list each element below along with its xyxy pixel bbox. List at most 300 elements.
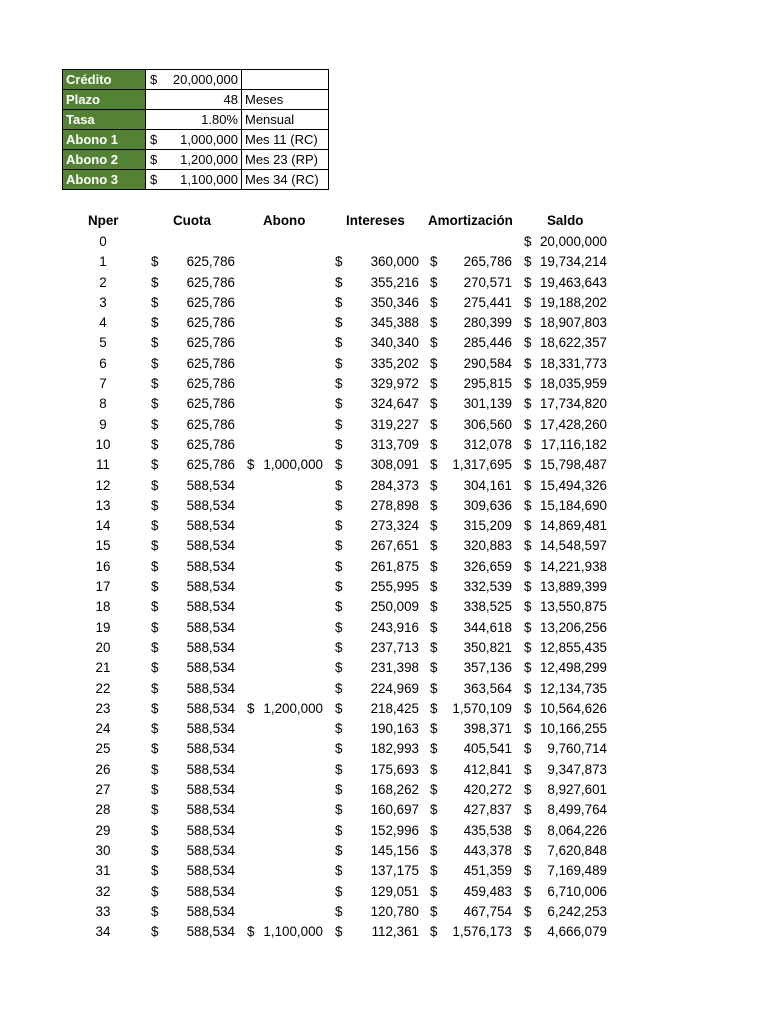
saldo-cell[interactable]: 14,221,938 bbox=[539, 558, 607, 574]
amortizacion-cell[interactable]: 270,571 bbox=[463, 274, 512, 290]
currency-symbol: $ bbox=[430, 579, 438, 595]
saldo-cell[interactable]: 19,188,202 bbox=[539, 294, 607, 310]
header-intereses[interactable]: Intereses bbox=[346, 213, 405, 228]
currency-symbol: $ bbox=[247, 457, 255, 473]
nper-cell[interactable]: 32 bbox=[95, 883, 111, 899]
currency-symbol: $ bbox=[335, 680, 343, 696]
cuota-cell[interactable]: 588,534 bbox=[186, 639, 235, 655]
currency-symbol: $ bbox=[430, 436, 438, 452]
intereses-cell[interactable]: 308,091 bbox=[370, 457, 419, 473]
summary-label-cell[interactable]: Abono 2 bbox=[63, 150, 146, 170]
saldo-cell[interactable]: 13,550,875 bbox=[539, 599, 607, 615]
summary-unit-cell[interactable]: Meses bbox=[242, 90, 329, 110]
intereses-cell[interactable]: 190,163 bbox=[370, 721, 419, 737]
currency-symbol: $ bbox=[524, 538, 532, 554]
summary-value-cell[interactable] bbox=[146, 150, 242, 170]
amortizacion-cell[interactable]: 295,815 bbox=[463, 376, 512, 392]
currency-symbol: $ bbox=[335, 802, 343, 818]
cuota-cell[interactable]: 625,786 bbox=[186, 457, 235, 473]
saldo-cell[interactable]: 7,169,489 bbox=[547, 863, 607, 879]
nper-cell[interactable]: 24 bbox=[95, 721, 111, 737]
nper-cell[interactable]: 13 bbox=[95, 497, 111, 513]
nper-cell[interactable]: 2 bbox=[99, 274, 107, 290]
amortizacion-cell[interactable]: 451,359 bbox=[463, 863, 512, 879]
cuota-cell[interactable]: 625,786 bbox=[186, 355, 235, 371]
summary-value-cell[interactable] bbox=[146, 90, 242, 110]
saldo-cell[interactable]: 18,622,357 bbox=[539, 335, 607, 351]
currency-symbol: $ bbox=[335, 883, 343, 899]
summary-value: 1,100,000 bbox=[180, 172, 238, 187]
intereses-cell[interactable]: 345,388 bbox=[370, 315, 419, 331]
intereses-cell[interactable]: 335,202 bbox=[370, 355, 419, 371]
intereses-cell[interactable]: 182,993 bbox=[370, 741, 419, 757]
saldo-cell[interactable]: 17,734,820 bbox=[539, 396, 607, 412]
nper-cell[interactable]: 16 bbox=[95, 558, 111, 574]
summary-unit-cell[interactable]: Mensual bbox=[242, 110, 329, 130]
currency-symbol: $ bbox=[430, 376, 438, 392]
currency-symbol: $ bbox=[151, 518, 159, 534]
header-saldo[interactable]: Saldo bbox=[547, 213, 584, 228]
currency-symbol: $ bbox=[335, 436, 343, 452]
amortizacion-cell[interactable]: 290,584 bbox=[463, 355, 512, 371]
currency-symbol: $ bbox=[335, 477, 343, 493]
amortizacion-cell[interactable]: 306,560 bbox=[463, 416, 512, 432]
intereses-cell[interactable]: 284,373 bbox=[370, 477, 419, 493]
currency-symbol: $ bbox=[524, 274, 532, 290]
saldo-cell[interactable]: 9,760,714 bbox=[547, 741, 607, 757]
summary-value-cell[interactable] bbox=[146, 130, 242, 150]
currency-symbol: $ bbox=[151, 315, 159, 331]
currency-symbol: $ bbox=[524, 700, 532, 716]
intereses-cell[interactable]: 324,647 bbox=[370, 396, 419, 412]
intereses-cell[interactable]: 237,713 bbox=[370, 639, 419, 655]
currency-symbol: $ bbox=[430, 680, 438, 696]
currency-symbol: $ bbox=[151, 274, 159, 290]
currency-symbol: $ bbox=[151, 822, 159, 838]
summary-unit-cell[interactable]: Mes 11 (RC) bbox=[242, 130, 329, 150]
currency-symbol: $ bbox=[430, 396, 438, 412]
intereses-cell[interactable]: 350,346 bbox=[370, 294, 419, 310]
currency-symbol: $ bbox=[524, 782, 532, 798]
intereses-cell[interactable]: 273,324 bbox=[370, 518, 419, 534]
abono-cell[interactable]: 1,000,000 bbox=[263, 457, 323, 473]
currency-symbol: $ bbox=[335, 599, 343, 615]
nper-cell[interactable]: 28 bbox=[95, 802, 111, 818]
intereses-cell[interactable]: 340,340 bbox=[370, 335, 419, 351]
nper-cell[interactable]: 34 bbox=[95, 924, 111, 940]
currency-symbol: $ bbox=[151, 477, 159, 493]
nper-cell[interactable]: 18 bbox=[95, 599, 111, 615]
summary-value-cell[interactable] bbox=[146, 170, 242, 190]
currency-symbol: $ bbox=[430, 761, 438, 777]
currency-symbol: $ bbox=[335, 619, 343, 635]
cuota-cell[interactable]: 588,534 bbox=[186, 660, 235, 676]
saldo-cell[interactable]: 8,064,226 bbox=[547, 822, 607, 838]
saldo-cell[interactable]: 4,666,079 bbox=[547, 924, 607, 940]
currency-symbol: $ bbox=[151, 863, 159, 879]
cuota-cell[interactable]: 625,786 bbox=[186, 376, 235, 392]
amortizacion-cell[interactable]: 309,636 bbox=[463, 497, 512, 513]
loan-summary-table bbox=[62, 69, 329, 190]
amortizacion-cell[interactable]: 332,539 bbox=[463, 579, 512, 595]
cuota-cell[interactable]: 588,534 bbox=[186, 842, 235, 858]
currency-symbol: $ bbox=[524, 254, 532, 270]
amortizacion-cell[interactable]: 326,659 bbox=[463, 558, 512, 574]
intereses-cell[interactable]: 137,175 bbox=[370, 863, 419, 879]
currency-symbol: $ bbox=[151, 903, 159, 919]
summary-unit-cell[interactable]: Mes 34 (RC) bbox=[242, 170, 329, 190]
saldo-cell[interactable]: 12,498,299 bbox=[539, 660, 607, 676]
amortizacion-cell[interactable]: 427,837 bbox=[463, 802, 512, 818]
nper-cell[interactable]: 7 bbox=[99, 376, 107, 392]
nper-cell[interactable]: 9 bbox=[99, 416, 107, 432]
currency-symbol: $ bbox=[524, 355, 532, 371]
cuota-cell[interactable]: 588,534 bbox=[186, 538, 235, 554]
cuota-cell[interactable]: 588,534 bbox=[186, 518, 235, 534]
summary-row bbox=[63, 110, 329, 130]
intereses-cell[interactable]: 360,000 bbox=[370, 254, 419, 270]
cuota-cell[interactable]: 625,786 bbox=[186, 294, 235, 310]
cuota-cell[interactable]: 588,534 bbox=[186, 741, 235, 757]
currency-symbol: $ bbox=[430, 903, 438, 919]
amortizacion-cell[interactable]: 1,317,695 bbox=[452, 457, 512, 473]
amortizacion-cell[interactable]: 312,078 bbox=[463, 436, 512, 452]
currency-symbol: $ bbox=[430, 335, 438, 351]
currency-symbol: $ bbox=[151, 558, 159, 574]
currency-symbol: $ bbox=[430, 416, 438, 432]
nper-cell[interactable]: 17 bbox=[95, 579, 111, 595]
saldo-cell[interactable]: 6,242,253 bbox=[547, 903, 607, 919]
nper-cell[interactable]: 6 bbox=[99, 355, 107, 371]
currency-symbol: $ bbox=[151, 396, 159, 412]
saldo-cell[interactable]: 19,734,214 bbox=[539, 254, 607, 270]
cuota-cell[interactable]: 625,786 bbox=[186, 254, 235, 270]
summary-unit-cell[interactable] bbox=[242, 70, 329, 90]
saldo-cell[interactable]: 7,620,848 bbox=[547, 842, 607, 858]
nper-cell[interactable]: 31 bbox=[95, 863, 111, 879]
currency-symbol: $ bbox=[151, 294, 159, 310]
header-amortizacion[interactable]: Amortización bbox=[428, 213, 513, 228]
abono-cell[interactable]: 1,200,000 bbox=[263, 700, 323, 716]
currency-symbol: $ bbox=[430, 457, 438, 473]
currency-symbol: $ bbox=[151, 802, 159, 818]
cuota-cell[interactable]: 625,786 bbox=[186, 396, 235, 412]
cuota-cell[interactable]: 588,534 bbox=[186, 802, 235, 818]
currency-symbol: $ bbox=[524, 883, 532, 899]
amortizacion-cell[interactable]: 459,483 bbox=[463, 883, 512, 899]
currency-symbol: $ bbox=[151, 254, 159, 270]
saldo-cell[interactable]: 17,116,182 bbox=[540, 436, 607, 452]
abono-cell[interactable]: 1,100,000 bbox=[263, 924, 323, 940]
intereses-cell[interactable]: 261,875 bbox=[370, 558, 419, 574]
intereses-cell[interactable]: 218,425 bbox=[370, 700, 419, 716]
cuota-cell[interactable]: 625,786 bbox=[186, 416, 235, 432]
currency-symbol: $ bbox=[151, 639, 159, 655]
nper-cell[interactable]: 26 bbox=[95, 761, 111, 777]
currency-symbol: $ bbox=[524, 680, 532, 696]
currency-symbol: $ bbox=[430, 274, 438, 290]
currency-symbol: $ bbox=[335, 700, 343, 716]
amortizacion-cell[interactable]: 420,272 bbox=[463, 782, 512, 798]
intereses-cell[interactable]: 255,995 bbox=[370, 579, 419, 595]
amortizacion-cell[interactable]: 398,371 bbox=[463, 721, 512, 737]
currency-symbol: $ bbox=[335, 315, 343, 331]
saldo-cell[interactable]: 10,166,255 bbox=[539, 721, 607, 737]
saldo-cell[interactable]: 13,889,399 bbox=[539, 579, 607, 595]
currency-symbol: $ bbox=[524, 416, 532, 432]
nper-cell[interactable]: 19 bbox=[95, 619, 111, 635]
intereses-cell[interactable]: 329,972 bbox=[370, 376, 419, 392]
nper-cell[interactable]: 3 bbox=[99, 294, 107, 310]
currency-symbol: $ bbox=[524, 619, 532, 635]
amortizacion-cell[interactable]: 435,538 bbox=[463, 822, 512, 838]
intereses-cell[interactable]: 112,361 bbox=[371, 924, 419, 940]
nper-cell[interactable]: 5 bbox=[99, 335, 107, 351]
saldo-cell[interactable]: 14,548,597 bbox=[539, 538, 607, 554]
amortizacion-cell[interactable]: 280,399 bbox=[463, 315, 512, 331]
currency-symbol: $ bbox=[430, 741, 438, 757]
amortizacion-cell[interactable]: 350,821 bbox=[463, 639, 512, 655]
amortizacion-cell[interactable]: 275,441 bbox=[463, 294, 512, 310]
currency-symbol: $ bbox=[524, 842, 532, 858]
cuota-cell[interactable]: 588,534 bbox=[186, 883, 235, 899]
intereses-cell[interactable]: 168,262 bbox=[370, 782, 419, 798]
cuota-cell[interactable]: 588,534 bbox=[186, 619, 235, 635]
saldo-cell[interactable]: 15,184,690 bbox=[539, 497, 607, 513]
saldo-cell[interactable]: 20,000,000 bbox=[539, 234, 607, 249]
saldo-cell[interactable]: 8,927,601 bbox=[547, 782, 607, 798]
intereses-cell[interactable]: 278,898 bbox=[370, 497, 419, 513]
currency-symbol: $ bbox=[335, 335, 343, 351]
currency-symbol: $ bbox=[430, 538, 438, 554]
summary-label-cell[interactable]: Plazo bbox=[63, 90, 146, 110]
currency-symbol: $ bbox=[151, 335, 159, 351]
intereses-cell[interactable]: 175,693 bbox=[370, 761, 419, 777]
intereses-cell[interactable]: 152,996 bbox=[370, 822, 419, 838]
amortizacion-cell[interactable]: 363,564 bbox=[463, 680, 512, 696]
saldo-cell[interactable]: 15,798,487 bbox=[539, 457, 607, 473]
saldo-cell[interactable]: 15,494,326 bbox=[539, 477, 607, 493]
currency-symbol: $ bbox=[335, 254, 343, 270]
currency-symbol: $ bbox=[335, 396, 343, 412]
cuota-cell[interactable]: 588,534 bbox=[186, 558, 235, 574]
currency-symbol: $ bbox=[151, 579, 159, 595]
amortizacion-cell[interactable]: 412,841 bbox=[463, 761, 512, 777]
currency-symbol: $ bbox=[430, 619, 438, 635]
currency-symbol: $ bbox=[524, 497, 532, 513]
saldo-cell[interactable]: 18,035,959 bbox=[539, 376, 607, 392]
currency-symbol: $ bbox=[524, 477, 532, 493]
saldo-cell[interactable]: 14,869,481 bbox=[539, 518, 607, 534]
amortizacion-cell[interactable]: 1,576,173 bbox=[452, 924, 512, 940]
cuota-cell[interactable]: 588,534 bbox=[186, 924, 235, 940]
nper-cell[interactable]: 29 bbox=[95, 822, 111, 838]
intereses-cell[interactable]: 313,709 bbox=[370, 436, 419, 452]
currency-symbol: $ bbox=[430, 355, 438, 371]
nper-cell[interactable]: 0 bbox=[99, 234, 107, 249]
currency-symbol: $ bbox=[430, 254, 438, 270]
summary-row bbox=[63, 90, 329, 110]
currency-symbol: $ bbox=[524, 335, 532, 351]
summary-value: 1,000,000 bbox=[180, 132, 238, 147]
nper-cell[interactable]: 11 bbox=[96, 457, 110, 473]
currency-symbol: $ bbox=[430, 558, 438, 574]
saldo-cell[interactable]: 19,463,643 bbox=[539, 274, 607, 290]
currency-symbol: $ bbox=[430, 639, 438, 655]
currency-symbol: $ bbox=[151, 721, 159, 737]
intereses-cell[interactable]: 250,009 bbox=[370, 599, 419, 615]
cuota-cell[interactable]: 625,786 bbox=[186, 315, 235, 331]
saldo-cell[interactable]: 6,710,006 bbox=[547, 883, 607, 899]
currency-symbol: $ bbox=[335, 376, 343, 392]
cuota-cell[interactable]: 588,534 bbox=[186, 497, 235, 513]
amortizacion-cell[interactable]: 443,378 bbox=[463, 842, 512, 858]
currency-symbol: $ bbox=[335, 721, 343, 737]
cuota-cell[interactable]: 625,786 bbox=[186, 436, 235, 452]
amortizacion-cell[interactable]: 467,754 bbox=[463, 903, 512, 919]
currency-symbol: $ bbox=[524, 518, 532, 534]
cuota-cell[interactable]: 588,534 bbox=[186, 782, 235, 798]
saldo-cell[interactable]: 18,907,803 bbox=[539, 315, 607, 331]
saldo-cell[interactable]: 13,206,256 bbox=[539, 619, 607, 635]
currency-symbol: $ bbox=[335, 518, 343, 534]
intereses-cell[interactable]: 120,780 bbox=[370, 903, 419, 919]
saldo-cell[interactable]: 12,134,735 bbox=[539, 680, 607, 696]
summary-value-cell[interactable] bbox=[146, 110, 242, 130]
amortizacion-cell[interactable]: 357,136 bbox=[463, 660, 512, 676]
summary-label-cell[interactable]: Crédito bbox=[63, 70, 146, 90]
currency-symbol: $ bbox=[151, 700, 159, 716]
currency-symbol: $ bbox=[151, 416, 159, 432]
cuota-cell[interactable]: 625,786 bbox=[186, 274, 235, 290]
summary-value: 20,000,000 bbox=[172, 72, 238, 87]
currency-symbol: $ bbox=[524, 599, 532, 615]
cuota-cell[interactable]: 588,534 bbox=[186, 579, 235, 595]
currency-symbol: $ bbox=[151, 883, 159, 899]
currency-symbol: $ bbox=[430, 700, 438, 716]
amortizacion-cell[interactable]: 344,618 bbox=[463, 619, 512, 635]
cuota-cell[interactable]: 588,534 bbox=[186, 700, 235, 716]
amortizacion-cell[interactable]: 405,541 bbox=[463, 741, 512, 757]
intereses-cell[interactable]: 243,916 bbox=[370, 619, 419, 635]
currency-symbol: $ bbox=[430, 518, 438, 534]
currency-symbol: $ bbox=[430, 599, 438, 615]
currency-symbol: $ bbox=[430, 842, 438, 858]
amortizacion-cell[interactable]: 338,525 bbox=[463, 599, 512, 615]
saldo-cell[interactable]: 10,564,626 bbox=[539, 700, 607, 716]
currency-symbol: $ bbox=[524, 924, 532, 940]
currency-symbol: $ bbox=[430, 721, 438, 737]
currency-symbol: $ bbox=[430, 863, 438, 879]
nper-cell[interactable]: 30 bbox=[95, 842, 111, 858]
currency-symbol: $ bbox=[335, 863, 343, 879]
amortizacion-cell[interactable]: 301,139 bbox=[463, 396, 512, 412]
nper-cell[interactable]: 21 bbox=[95, 660, 111, 676]
amortizacion-cell[interactable]: 304,161 bbox=[463, 477, 512, 493]
amortizacion-cell[interactable]: 320,883 bbox=[463, 538, 512, 554]
amortizacion-cell[interactable]: 315,209 bbox=[463, 518, 512, 534]
intereses-cell[interactable]: 145,156 bbox=[370, 842, 419, 858]
summary-unit-cell[interactable]: Mes 23 (RP) bbox=[242, 150, 329, 170]
nper-cell[interactable]: 20 bbox=[95, 639, 111, 655]
currency-symbol: $ bbox=[151, 376, 159, 392]
saldo-cell[interactable]: 9,347,873 bbox=[547, 761, 607, 777]
currency-symbol: $ bbox=[524, 376, 532, 392]
intereses-cell[interactable]: 319,227 bbox=[370, 416, 419, 432]
currency-symbol: $ bbox=[524, 294, 532, 310]
nper-cell[interactable]: 1 bbox=[99, 254, 107, 270]
amortizacion-cell[interactable]: 285,446 bbox=[463, 335, 512, 351]
currency-symbol: $ bbox=[151, 619, 159, 635]
summary-label-cell[interactable]: Tasa bbox=[63, 110, 146, 130]
saldo-cell[interactable]: 12,855,435 bbox=[539, 639, 607, 655]
intereses-cell[interactable]: 355,216 bbox=[370, 274, 419, 290]
nper-cell[interactable]: 25 bbox=[95, 741, 111, 757]
currency-symbol: $ bbox=[247, 924, 255, 940]
currency-symbol: $ bbox=[524, 315, 532, 331]
nper-cell[interactable]: 14 bbox=[95, 518, 111, 534]
cuota-cell[interactable]: 588,534 bbox=[186, 599, 235, 615]
amortizacion-cell[interactable]: 265,786 bbox=[463, 254, 512, 270]
intereses-cell[interactable]: 267,651 bbox=[370, 538, 419, 554]
header-nper[interactable]: Nper bbox=[88, 213, 119, 228]
nper-cell[interactable]: 22 bbox=[95, 680, 111, 696]
summary-label-cell[interactable]: Abono 3 bbox=[63, 170, 146, 190]
cuota-cell[interactable]: 625,786 bbox=[186, 335, 235, 351]
cuota-cell[interactable]: 588,534 bbox=[186, 822, 235, 838]
header-abono[interactable]: Abono bbox=[263, 213, 306, 228]
cuota-cell[interactable]: 588,534 bbox=[186, 903, 235, 919]
currency-symbol: $ bbox=[524, 863, 532, 879]
currency-symbol: $ bbox=[335, 903, 343, 919]
nper-cell[interactable]: 8 bbox=[99, 396, 107, 412]
saldo-cell[interactable]: 18,331,773 bbox=[539, 355, 607, 371]
currency-symbol: $ bbox=[335, 538, 343, 554]
nper-cell[interactable]: 4 bbox=[99, 315, 107, 331]
nper-cell[interactable]: 27 bbox=[95, 782, 111, 798]
nper-cell[interactable]: 33 bbox=[95, 903, 111, 919]
intereses-cell[interactable]: 224,969 bbox=[370, 680, 419, 696]
nper-cell[interactable]: 12 bbox=[95, 477, 111, 493]
cuota-cell[interactable]: 588,534 bbox=[186, 477, 235, 493]
nper-cell[interactable]: 23 bbox=[95, 700, 111, 716]
currency-symbol: $ bbox=[524, 721, 532, 737]
intereses-cell[interactable]: 231,398 bbox=[370, 660, 419, 676]
cuota-cell[interactable]: 588,534 bbox=[186, 680, 235, 696]
header-cuota[interactable]: Cuota bbox=[173, 213, 211, 228]
cuota-cell[interactable]: 588,534 bbox=[186, 863, 235, 879]
summary-label-cell[interactable]: Abono 1 bbox=[63, 130, 146, 150]
nper-cell[interactable]: 10 bbox=[95, 436, 111, 452]
currency-symbol: $ bbox=[335, 579, 343, 595]
currency-symbol: $ bbox=[524, 660, 532, 676]
currency-symbol: $ bbox=[151, 782, 159, 798]
saldo-cell[interactable]: 17,428,260 bbox=[539, 416, 607, 432]
intereses-cell[interactable]: 129,051 bbox=[370, 883, 419, 899]
amortizacion-cell[interactable]: 1,570,109 bbox=[452, 700, 512, 716]
cuota-cell[interactable]: 588,534 bbox=[186, 761, 235, 777]
nper-cell[interactable]: 15 bbox=[95, 538, 111, 554]
currency-symbol: $ bbox=[151, 924, 159, 940]
currency-symbol: $ bbox=[151, 761, 159, 777]
cuota-cell[interactable]: 588,534 bbox=[186, 721, 235, 737]
summary-value-cell[interactable] bbox=[146, 70, 242, 90]
currency-symbol: $ bbox=[335, 457, 343, 473]
saldo-cell[interactable]: 8,499,764 bbox=[547, 802, 607, 818]
intereses-cell[interactable]: 160,697 bbox=[370, 802, 419, 818]
currency-symbol: $ bbox=[335, 416, 343, 432]
currency-symbol: $ bbox=[335, 558, 343, 574]
